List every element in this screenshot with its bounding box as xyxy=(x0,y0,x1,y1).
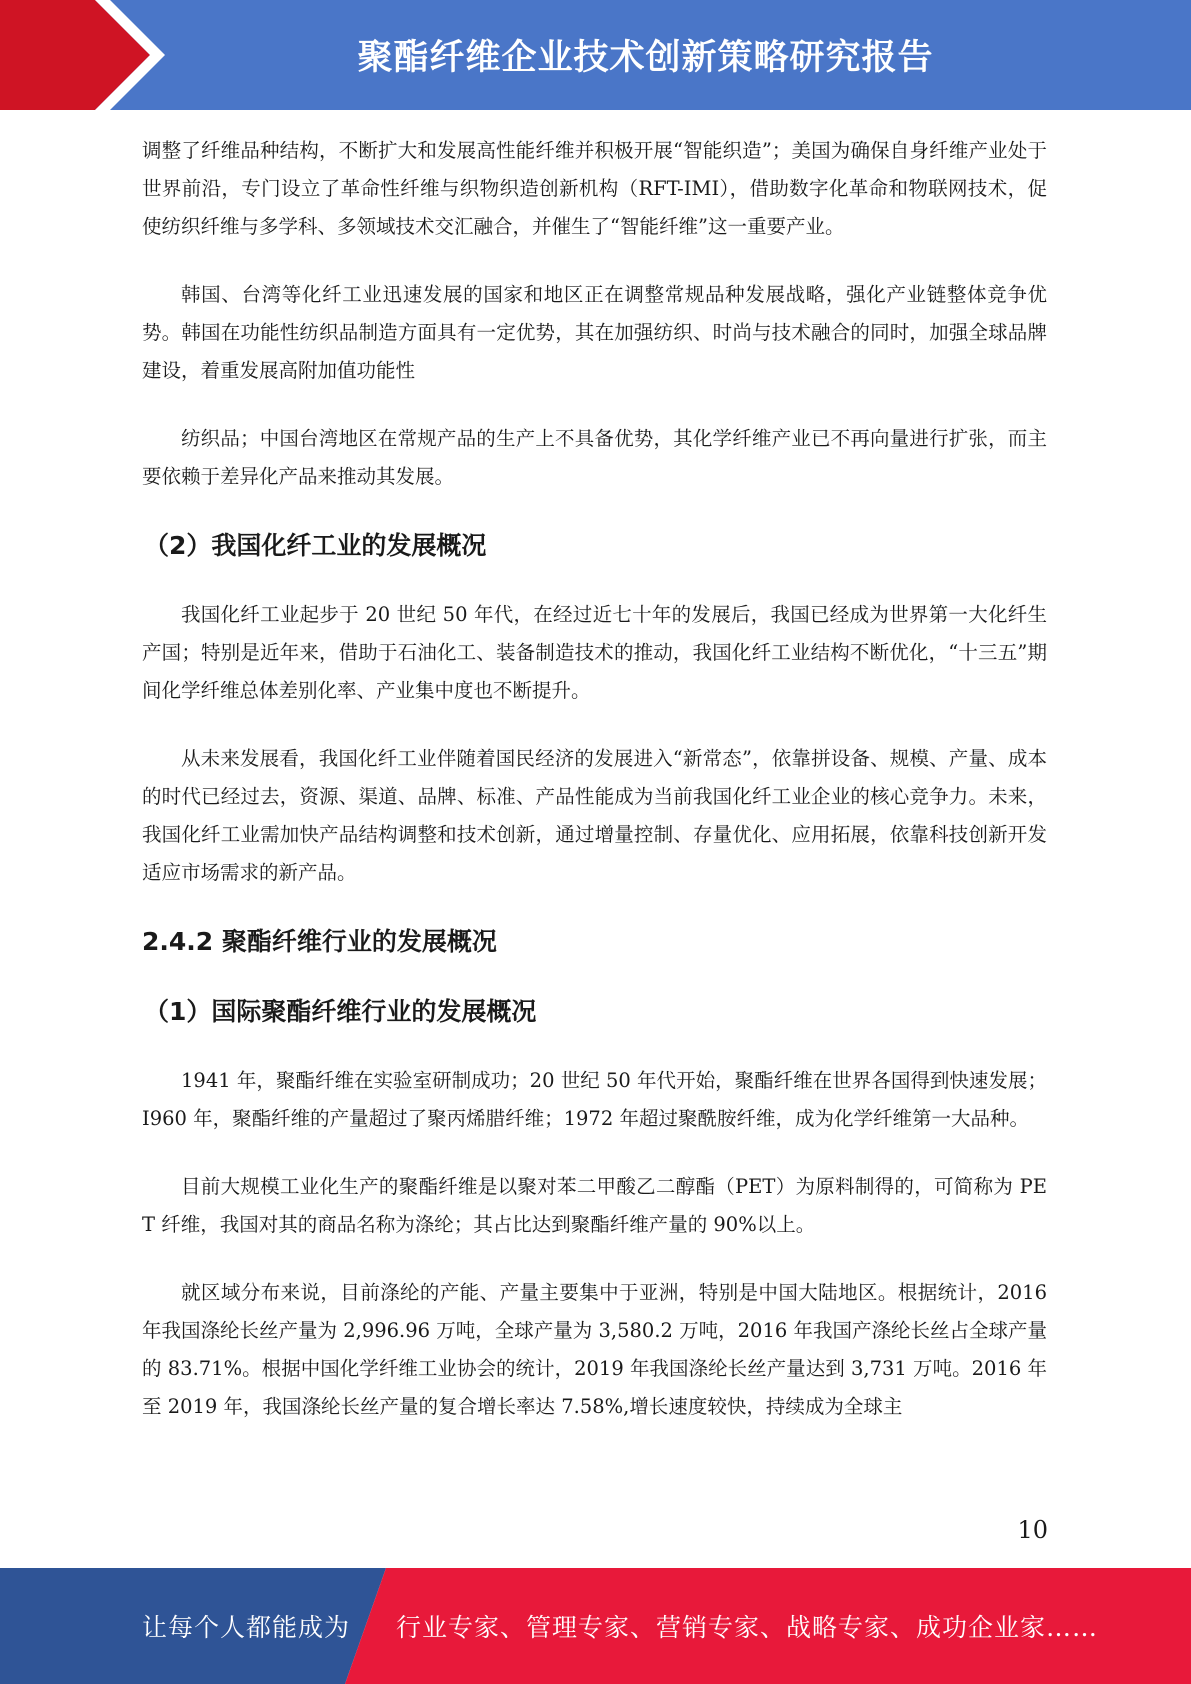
document-title: 聚酯纤维企业技术创新策略研究报告 xyxy=(357,38,934,78)
page-header xyxy=(0,0,1191,110)
footer-slogan-left: 让每个人都能成为 xyxy=(142,1613,351,1642)
page-footer xyxy=(0,1568,1191,1684)
paragraph: 韩国、台湾等化纤工业迅速发展的国家和地区正在调整常规品种发展战略，强化产业链整体竞争优势。韩国在功能性纺织品制造方面具有一定优势，其在加强纺织、时尚与技术融合的同时，加强全球品牌建设，着重发展高附加值功能性 xyxy=(142,283,1047,382)
section-heading: 2.4.2 聚酯纤维行业的发展概况 xyxy=(142,927,497,956)
paragraph: 调整了纤维品种结构，不断扩大和发展高性能纤维并积极开展“智能织造”；美国为确保自身纤维产业处于世界前沿，专门设立了革命性纤维与织物织造创新机构（RFT-IMI），借助数字化革命和物联网技术，促使纺织纤维与多学科、多领域技术交汇融合，并催生了“智能纤维”这一重要产业。 xyxy=(142,139,1047,238)
document-body xyxy=(142,132,1047,1456)
section-heading: （1）国际聚酯纤维行业的发展概况 xyxy=(144,997,537,1026)
page-number: 10 xyxy=(1017,1516,1048,1544)
paragraph: 纺织品；中国台湾地区在常规产品的生产上不具备优势，其化学纤维产业已不再向量进行扩张，而主要依赖于差异化产品来推动其发展。 xyxy=(142,427,1047,488)
paragraph: 就区域分布来说，目前涤纶的产能、产量主要集中于亚洲，特别是中国大陆地区。根据统计，2016 年我国涤纶长丝产量为 2,996.96 万吨，全球产量为 3,580.2 万吨，2016 年我国产涤纶长丝占全球产量的 83.71%。根据中国化学纤维工业协会的统计，2019 年我国涤纶长丝产量达到 3,731 万吨。2016 年至 2019 年，我国涤纶长丝产量的复合增长率达 7.58%,增长速度较快，持续成为全球主 xyxy=(142,1281,1047,1418)
section-heading: （2）我国化纤工业的发展概况 xyxy=(144,531,487,560)
paragraph: 我国化纤工业起步于 20 世纪 50 年代，在经过近七十年的发展后，我国已经成为世界第一大化纤生产国；特别是近年来，借助于石油化工、装备制造技术的推动，我国化纤工业结构不断优化，“十三五”期间化学纤维总体差别化率、产业集中度也不断提升。 xyxy=(142,603,1047,702)
header-chevron-decoration xyxy=(0,0,200,110)
paragraph: 目前大规模工业化生产的聚酯纤维是以聚对苯二甲酸乙二醇酯（PET）为原料制得的，可简称为 PET 纤维，我国对其的商品名称为涤纶；其占比达到聚酯纤维产量的 90%以上。 xyxy=(142,1175,1047,1236)
footer-slogan-right: 行业专家、管理专家、营销专家、战略专家、成功企业家…… xyxy=(396,1613,1099,1642)
paragraph: 1941 年，聚酯纤维在实验室研制成功；20 世纪 50 年代开始，聚酯纤维在世界各国得到快速发展；I960 年，聚酯纤维的产量超过了聚丙烯腊纤维；1972 年超过聚酰胺纤维，成为化学纤维第一大品种。 xyxy=(142,1069,1047,1130)
paragraph: 从未来发展看，我国化纤工业伴随着国民经济的发展进入“新常态”，依靠拼设备、规模、产量、成本的时代已经过去，资源、渠道、品牌、标准、产品性能成为当前我国化纤工业企业的核心竞争力。未来，我国化纤工业需加快产品结构调整和技术创新，通过增量控制、存量优化、应用拓展，依靠科技创新开发适应市场需求的新产品。 xyxy=(142,747,1047,884)
